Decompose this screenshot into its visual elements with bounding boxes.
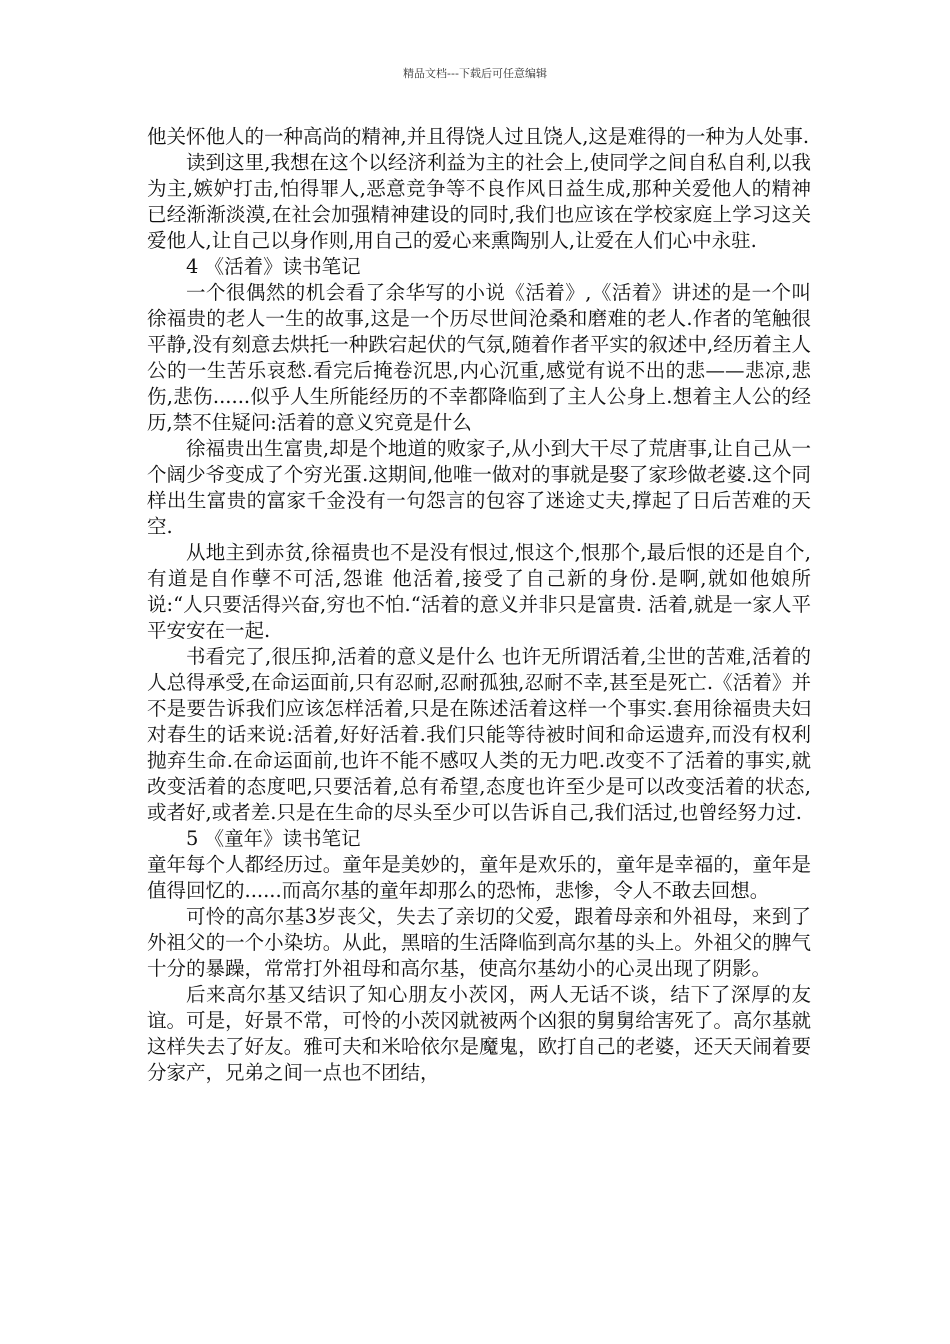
section-heading: 4 《活着》读书笔记 (186, 255, 361, 278)
paragraph: 徐福贵出生富贵,却是个地道的败家子,从小到大干尽了荒唐事,让自己从一个阔少爷变成了个穷光蛋.这期间,他唯一做对的事就是娶了家珍做老婆.这个同样出生富贵的富家千金没有一句怨言的包容了迷途丈夫,撑起了日后苦难的天空. (147, 437, 811, 538)
paragraph: 他关怀他人的一种高尚的精神,并且得饶人过且饶人,这是难得的一种为人处事. (147, 125, 810, 148)
paragraph: 可怜的高尔基3岁丧父，失去了亲切的父爱，跟着母亲和外祖母，来到了外祖父的一个小染坊。从此，黑暗的生活降临到高尔基的头上。外祖父的脾气十分的暴躁，常常打外祖母和高尔基，使高尔基幼小的心灵出现了阴影。 (147, 905, 811, 980)
paragraph: 书看完了,很压抑,活着的意义是什么 也许无所谓活着,尘世的苦难,活着的人总得承受,在命运面前,只有忍耐,忍耐孤独,忍耐不幸,甚至是死亡.《活着》并不是要告诉我们应该怎样活着,只是在陈述活着这样一个事实.套用徐福贵夫妇对春生的话来说:活着,好好活着.我们只能等待被时间和命运遗弃,而没有权利抛弃生命.在命运面前,也许不能不感叹人类的无力吧.改变不了活着的事实,就改变活着的态度吧,只要活着,总有希望,态度也许至少是可以改变活着的状态,或者好,或者差.只是在生命的尽头至少可以告诉自己,我们活过,也曾经努力过. (147, 645, 811, 824)
section-heading: 5 《童年》读书笔记 (186, 827, 361, 850)
paragraph: 一个很偶然的机会看了余华写的小说《活着》,《活着》讲述的是一个叫徐福贵的老人一生的故事,这是一个历尽世间沧桑和磨难的老人.作者的笔触很平静,没有刻意去烘托一种跌宕起伏的气氛,随着作者平实的叙述中,经历着主人公的一生苦乐哀愁.看完后掩卷沉思,内心沉重,感觉有说不出的悲——悲凉,悲伤,悲伤......似乎人生所能经历的不幸都降临到了主人公身上.想着主人公的经历,禁不住疑问:活着的意义究竟是什么 (147, 281, 811, 434)
paragraph: 后来高尔基又结识了知心朋友小茨冈，两人无话不谈，结下了深厚的友谊。可是，好景不常，可怜的小茨冈就被两个凶狠的舅舅给害死了。高尔基就这样失去了好友。雅可夫和米哈依尔是魔鬼，欧打自己的老婆，还天天闹着要分家产，兄弟之间一点也不团结， (147, 983, 811, 1084)
paragraph: 童年每个人都经历过。童年是美妙的，童年是欢乐的，童年是幸福的，童年是值得回忆的......而高尔基的童年却那么的恐怖，悲惨，令人不敢去回想。 (147, 853, 811, 902)
page-header: 精品文档---下载后可任意编辑 (403, 67, 547, 80)
paragraph: 从地主到赤贫,徐福贵也不是没有恨过,恨这个,恨那个,最后恨的还是自个,有道是自作孽不可活,怨谁 他活着,接受了自己新的身份.是啊,就如他娘所说:“人只要活得兴奋,穷也不怕.“活着的意义并非只是富贵. 活着,就是一家人平平安安在一起. (147, 541, 811, 642)
document-body (147, 124, 811, 1086)
paragraph: 读到这里,我想在这个以经济利益为主的社会上,使同学之间自私自利,以我为主,嫉妒打击,怕得罪人,恶意竞争等不良作风日益生成,那种关爱他人的精神已经渐渐淡漠,在社会加强精神建设的同时,我们也应该在学校家庭上学习这关爱他人,让自己以身作则,用自己的爱心来熏陶别人,让爱在人们心中永驻. (147, 151, 811, 252)
